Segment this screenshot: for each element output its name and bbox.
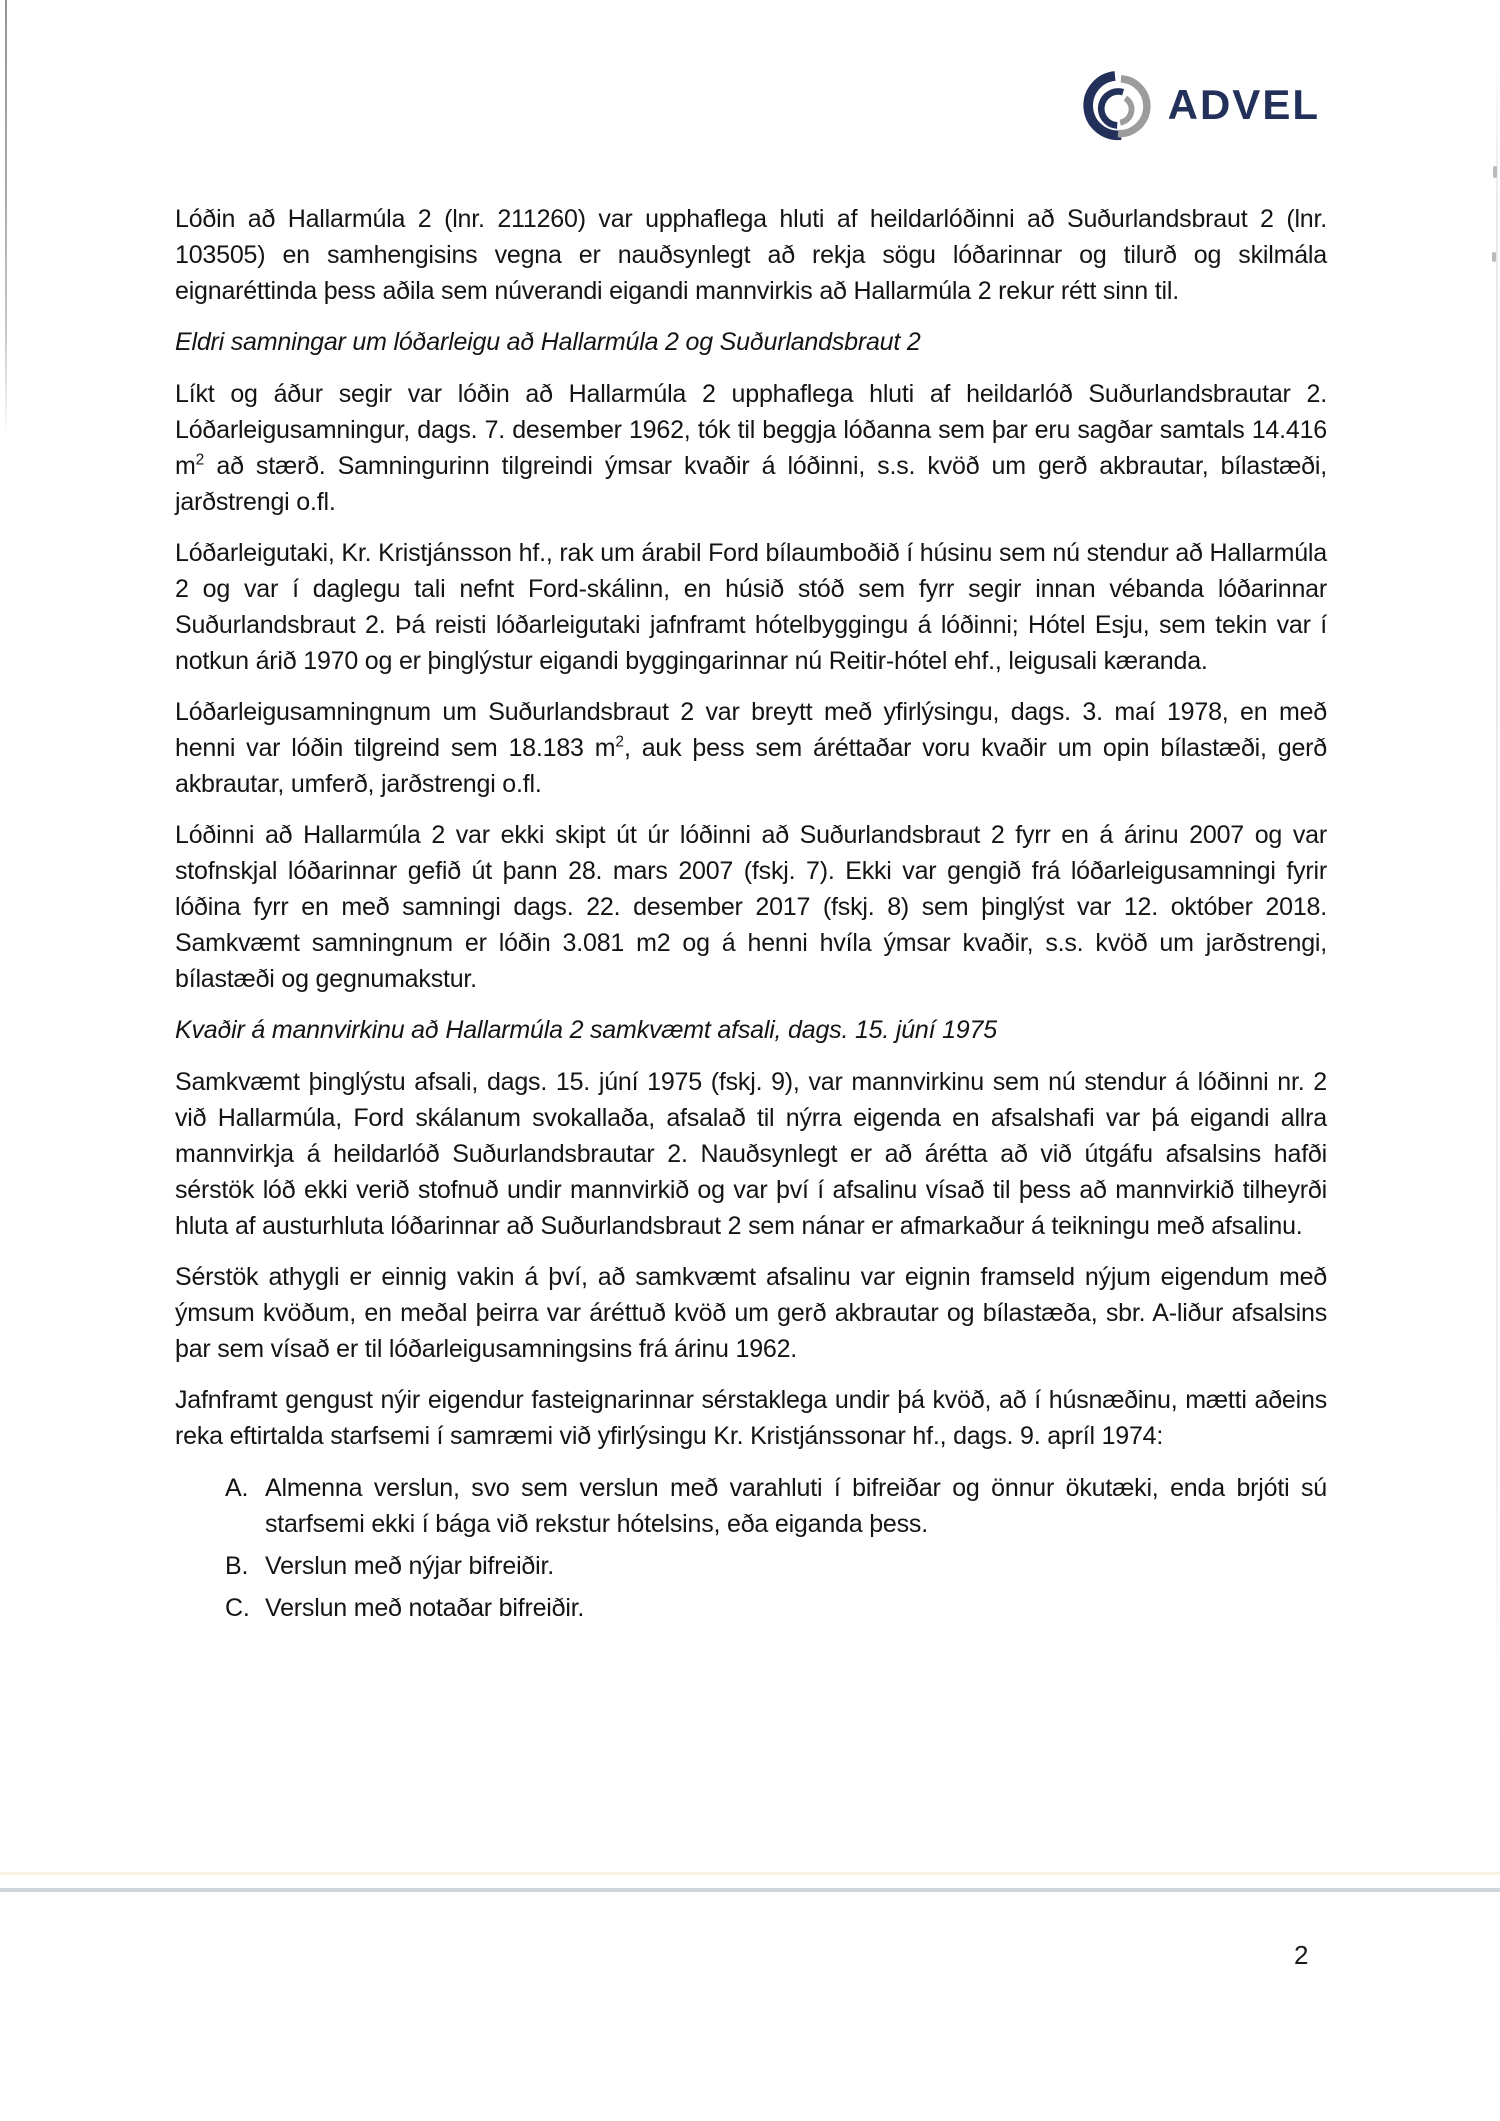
paragraph-text: Sérstök athygli er einnig vakin á því, að samkvæmt afsalinu var eignin framseld nýjum eigendum með ýmsum kvöðum, en meðal þeirra var áréttuð kvöð um gerð akbrautar og bílastæða, sbr. A-liður afsalsins þar sem vísað er til lóðarleigusamningsins frá árinu 1962. (175, 1263, 1327, 1363)
list-item-text: Almenna verslun, svo sem verslun með varahluti í bifreiðar og önnur ökutæki, enda brjóti sú starfsemi ekki í bága við rekstur hótelsins, eða eiganda þess. (265, 1474, 1327, 1538)
scan-speck (1493, 166, 1497, 178)
paragraph-intro (175, 201, 1327, 309)
paragraph-afsal-1975 (175, 1064, 1327, 1244)
paragraph-serstok-athygli (175, 1259, 1327, 1367)
scan-page-divider (0, 1888, 1500, 1892)
list-item-label: C. (225, 1594, 250, 1622)
page-number: 2 (1294, 1940, 1309, 1970)
heading-text: Eldri samningar um lóðarleigu að Hallarmúla 2 og Suðurlandsbraut 2 (175, 328, 921, 356)
list-item-text: Verslun með nýjar bifreiðir. (265, 1552, 554, 1580)
section-heading-eldri-samningar (175, 324, 1327, 360)
scan-edge-artifact-right (1496, 40, 1498, 1740)
list-item-label: A. (225, 1474, 249, 1502)
paragraph-text: Samkvæmt þinglýstu afsali, dags. 15. júní 1975 (fskj. 9), var mannvirkinu sem nú stendur á lóðinni nr. 2 við Hallarmúla, Ford skálanum svokallaða, afsalað til nýrra eigenda en afsalshafi var þá eigandi allra mannvirkja á heildarlóð Suðurlandsbrautar 2. Nauðsynlegt er að árétta að við útgáfu afsalsins hafði sérstök lóð ekki verið stofnuð undir mannvirkið og var því í afsalinu vísað til þess að mannvirkið tilheyrði hluta af austurhluta lóðarinnar að Suðurlandsbraut 2 sem nánar er afmarkaður á teikningu með afsalinu. (175, 1068, 1327, 1240)
paragraph-text: , auk þess sem áréttaðar voru kvaðir um opin bílastæði, gerð akbrautar, umferð, jarðstrengi o.fl. (175, 734, 1327, 798)
paragraph-text: að stærð. Samningurinn tilgreindi ýmsar kvaðir á lóðinni, s.s. kvöð um gerð akbrautar, bílastæði, jarðstrengi o.fl. (175, 452, 1327, 516)
advel-logo-text: ADVEL (1167, 81, 1320, 128)
paragraph-text: Líkt og áður segir var lóðin að Hallarmúla 2 upphaflega hluti af heildarlóð Suðurlandsbrautar 2. Lóðarleigusamningur, dags. 7. desember 1962, tók til beggja lóðanna sem þar eru sagðar samtals 14.416 m (175, 380, 1327, 480)
superscript-m2: 2 (615, 733, 624, 751)
paragraph-lodarleigusamningur-1962 (175, 376, 1327, 520)
paragraph-text: Lóðarleigusamningnum um Suðurlandsbraut 2 var breytt með yfirlýsingu, dags. 3. maí 1978, en með henni var lóðin tilgreind sem 18.183 m (175, 698, 1327, 762)
list-item (225, 1590, 1327, 1626)
list-item-text: Verslun með notaðar bifreiðir. (265, 1594, 585, 1622)
paragraph-jafnframt-kvod (175, 1382, 1327, 1454)
heading-text: Kvaðir á mannvirkinu að Hallarmúla 2 samkvæmt afsali, dags. 15. júní 1975 (175, 1016, 997, 1044)
paragraph-text: Jafnframt gengust nýir eigendur fasteignarinnar sérstaklega undir þá kvöð, að í húsnæðinu, mætti aðeins reka eftirtalda starfsemi í samræmi við yfirlýsingu Kr. Kristjánssonar hf., dags. 9. apríl 1974: (175, 1386, 1327, 1450)
paragraph-stofnskjal-2007 (175, 817, 1327, 997)
list-item (225, 1470, 1327, 1542)
document-body (175, 0, 1327, 1632)
scan-page-divider-light (0, 1872, 1500, 1875)
list-item (225, 1548, 1327, 1584)
superscript-m2: 2 (195, 451, 205, 469)
section-heading-kvadir (175, 1012, 1327, 1048)
paragraph-lodarleigutaki (175, 535, 1327, 679)
list-item-label: B. (225, 1552, 249, 1580)
paragraph-yfirlysing-1978 (175, 694, 1327, 802)
permitted-activities-list (175, 1470, 1327, 1626)
paragraph-text: Lóðin að Hallarmúla 2 (lnr. 211260) var upphaflega hluti af heildarlóðinni að Suðurlandsbraut 2 (lnr. 103505) en samhengisins vegna er nauðsynlegt að rekja sögu lóðarinnar og tilurð og skilmála eignaréttinda þess aðila sem núverandi eigandi mannvirkis að Hallarmúla 2 rekur rétt sinn til. (175, 205, 1327, 305)
scan-speck (1492, 252, 1496, 262)
scan-edge-artifact-left (5, 0, 7, 438)
paragraph-text: Lóðarleigutaki, Kr. Kristjánsson hf., rak um árabil Ford bílaumboðið í húsinu sem nú stendur að Hallarmúla 2 og var í daglegu tali nefnt Ford-skálinn, en húsið stóð sem fyrr segir innan vébanda lóðarinnar Suðurlandsbraut 2. Þá reisti lóðarleigutaki jafnframt hótelbyggingu á lóðinni; Hótel Esju, sem tekin var í notkun árið 1970 og er þinglýstur eigandi byggingarinnar nú Reitir-hótel ehf., leigusali kæranda. (175, 539, 1327, 675)
paragraph-text: Lóðinni að Hallarmúla 2 var ekki skipt út úr lóðinni að Suðurlandsbraut 2 fyrr en á árinu 2007 og var stofnskjal lóðarinnar gefið út þann 28. mars 2007 (fskj. 7). Ekki var gengið frá lóðarleigusamningi fyrir lóðina fyrr en með samningi dags. 22. desember 2017 (fskj. 8) sem þinglýst var 12. október 2018. Samkvæmt samningnum er lóðin 3.081 m2 og á henni hvíla ýmsar kvaðir, s.s. kvöð um jarðstrengi, bílastæði og gegnumakstur. (175, 821, 1327, 993)
